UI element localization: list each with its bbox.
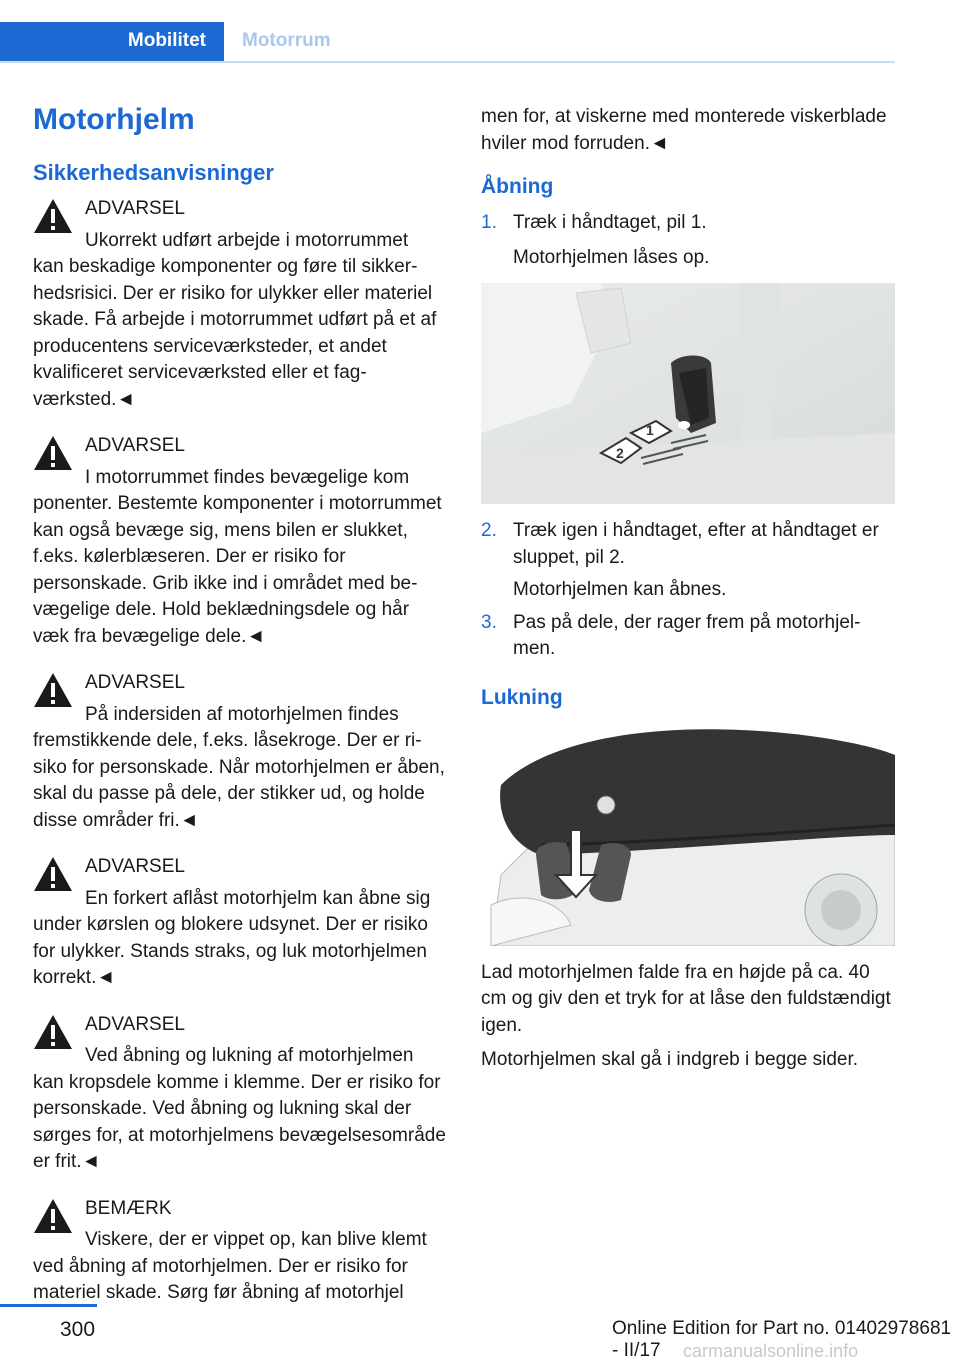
warning-label: BEMÆRK — [85, 1197, 172, 1219]
warning-text-first-line: Ukorrekt udført arbejde i motorrummet — [85, 229, 409, 251]
step-number: 1. — [481, 212, 497, 233]
warning-block — [33, 1012, 448, 1176]
arrow-label-1: 1 — [646, 422, 654, 438]
warning-triangle-icon — [33, 198, 73, 234]
warning-label: ADVARSEL — [85, 672, 185, 693]
warnings-list — [33, 196, 448, 1307]
section-heading-opening: Åbning — [481, 175, 554, 198]
section-heading-safety: Sikkerhedsanvisninger — [33, 160, 274, 185]
arrow-label-2: 2 — [616, 445, 624, 461]
step-3 — [481, 610, 896, 663]
hood-release-illustration — [481, 283, 895, 504]
warning-block — [33, 670, 448, 834]
step-text: Pas på dele, der rager frem på motorhjelmen. — [513, 611, 861, 659]
warning-triangle-icon — [33, 672, 73, 708]
closing-instruction: Lad motorhjelmen falde fra en højde på ca. 40 cm og giv den et tryk for at låse den fuldstændigt igen. — [481, 961, 891, 1036]
warning-block — [33, 1196, 448, 1307]
warning-text-first-line: Viskere, der er vippet op, kan blive klemt — [85, 1229, 427, 1250]
warning-text-first-line: I motorrummet findes bevægelige kom — [85, 466, 410, 488]
watermark-logo: carmanualsonline.info — [683, 1341, 859, 1361]
warning-text: ponenter. Bestemte komponenter i motorrummet kan også bevæge sig, mens bilen er slukket, f.eks. kølerblæseren. Der er risiko for personskade. Grib ikke ind i området med bevægelige dele. Hold beklædningsdele og hår væk fra bevægelige dele.◄ — [33, 493, 442, 647]
footer-rule — [0, 1304, 97, 1307]
warning-label: ADVARSEL — [85, 856, 185, 877]
warning-text-first-line: En forkert aflåst motorhjelm kan åbne sig — [85, 887, 431, 909]
warning-block — [33, 854, 448, 992]
warning-text-first-line: Ved åbning og lukning af motorhjelmen — [85, 1045, 414, 1066]
step-1 — [481, 210, 896, 237]
warning-text: kan kropsdele komme i klemme. Der er risiko for personskade. Ved åbning og lukning skal der sørges for, at motorhjelmens bevægelsesområde er frit.◄ — [33, 1071, 446, 1172]
step-number: 3. — [481, 611, 497, 633]
section-heading-closing: Lukning — [481, 685, 563, 709]
closing-note: Motorhjelmen skal gå i indgreb i begge sider. — [481, 1049, 859, 1070]
warning-text: under kørslen og blokere udsynet. Der er risiko for ulykker. Stands straks, og luk motorhjelmen korrekt.◄ — [33, 914, 428, 988]
warning-label: ADVARSEL — [85, 435, 185, 456]
page-title: Motorhjelm — [33, 103, 195, 136]
step-2 — [481, 518, 896, 571]
edition-text: Online Edition for Part no. 01402978681 - II/17 — [612, 1318, 952, 1361]
hood-closing-illustration — [481, 725, 895, 946]
warning-block — [33, 196, 448, 413]
left-column — [33, 100, 448, 1307]
tab-mobilitet[interactable] — [0, 22, 224, 62]
warning-label: ADVARSEL — [85, 1013, 185, 1035]
warning-text: fremstikkende dele, f.eks. låsekroge. Der er risiko for personskade. Når motorhjelmen er åben, skal du passe på dele, der stikker ud, og holde disse områder fri.◄ — [33, 730, 445, 831]
step-result: Motorhjelmen låses op. — [513, 246, 710, 268]
warning-text-first-line: På indersiden af motorhjelmen findes — [85, 703, 399, 725]
warning-text: ved åbning af motorhjelmen. Der er risiko for materiel skade. Sørg før åbning af motorhjel — [33, 1255, 408, 1303]
warning-triangle-icon — [33, 856, 73, 892]
warning-triangle-icon — [33, 1198, 73, 1234]
continuation-text: men for, at viskerne med monterede viskerblade hviler mod forruden.◄ — [481, 106, 887, 154]
step-text: Træk i håndtaget, pil 1. — [513, 212, 707, 233]
warning-triangle-icon — [33, 435, 73, 471]
header-divider — [0, 61, 895, 63]
step-result: Motorhjelmen kan åbnes. — [513, 579, 727, 600]
warning-label: ADVARSEL — [85, 198, 185, 219]
chapter-header — [0, 0, 895, 64]
tab-mobilitet-label: Mobilitet — [127, 30, 206, 51]
step-number: 2. — [481, 520, 497, 541]
warning-text: kan beskadige komponenter og føre til sikkerhedsrisici. Der er risiko for ulykker eller materiel skade. Få arbejde i motorrummet udført på et af producentens serviceværksteder, et andet kvalificeret serviceværksted eller et fagværksted.◄ — [33, 256, 437, 410]
right-column — [481, 100, 896, 1074]
tab-motorrum[interactable]: Motorrum — [242, 30, 331, 51]
step-text: Træk igen i håndtaget, efter at håndtaget er sluppet, pil 2. — [513, 520, 879, 568]
warning-triangle-icon — [33, 1014, 73, 1050]
page-number: 300 — [60, 1318, 96, 1341]
warning-block — [33, 433, 448, 650]
